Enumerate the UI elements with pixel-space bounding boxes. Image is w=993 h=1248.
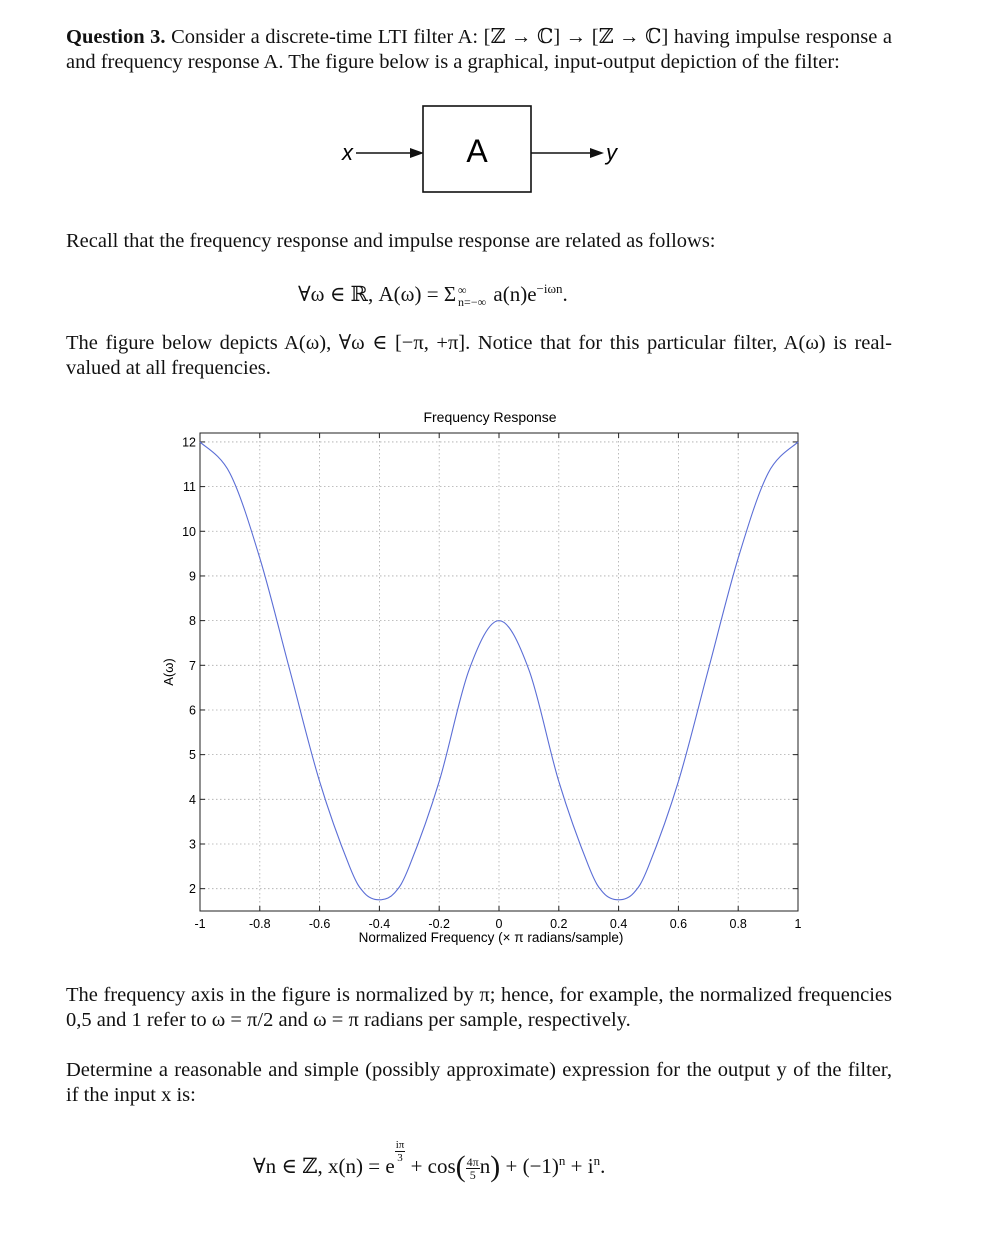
input-signal-formula: ∀n ∈ ℤ, x(n) = e $\frac{i\pi}{3}$ + cos( $\frac{4\pi}{5}$ $n) + (-1)^n + i^n$. — [253, 1139, 606, 1183]
formula-sum-symbol: Σ — [443, 282, 457, 306]
chart-y-label: A(ω) — [161, 658, 176, 686]
cos-fraction — [466, 1156, 480, 1181]
x-tick-label: 0.4 — [609, 917, 628, 931]
chart-ticks — [182, 433, 801, 931]
x-tick-label: 1 — [794, 917, 802, 931]
question-intro: Consider a discrete-time LTI filter A: [ℤ → ℂ] → [ℤ → ℂ] having impulse response a and frequency response A. The figure below is a graphical, input-output depiction of the filter: — [66, 26, 892, 73]
cos-numerator: 4π — [466, 1154, 479, 1169]
formula-exponent: −iωn — [536, 281, 563, 296]
x-tick-label: 0.8 — [729, 917, 747, 931]
cos-part: + cos — [405, 1154, 456, 1178]
x-tick-label: -1 — [194, 917, 206, 931]
formula-end: . — [562, 282, 568, 306]
formula-body: a(n)e — [488, 282, 537, 306]
y-tick-label: 11 — [183, 480, 196, 495]
minus-one-term: + (−1) — [500, 1154, 559, 1178]
figure-intro: The figure below depicts A(ω), ∀ω ∈ [−π, +π]. Notice that for this particular filter, A(ω) is real-valued at all frequencies. — [66, 332, 892, 379]
y-tick-label: 7 — [189, 658, 196, 673]
y-tick-label: 5 — [189, 748, 196, 763]
chart-series — [200, 442, 798, 900]
series-line — [200, 442, 798, 900]
minus-one-power: n — [558, 1153, 566, 1168]
y-tick-label: 6 — [189, 703, 196, 718]
y-tick-label: 3 — [189, 837, 196, 852]
formula-sum-upper: ∞ — [458, 283, 467, 298]
y-tick-label: 10 — [182, 524, 196, 539]
exp-denominator: 3 — [397, 1152, 403, 1164]
formula-sum-lower: n=−∞ — [458, 295, 487, 310]
output-arrowhead — [590, 148, 604, 158]
diagram-input-label: x — [342, 140, 353, 165]
signal-end: . — [600, 1154, 606, 1178]
x-tick-label: 0.2 — [550, 917, 568, 931]
exp-numerator: iπ — [395, 1139, 405, 1151]
question-paragraph — [66, 25, 892, 75]
task-text: Determine a reasonable and simple (possibly approximate) expression for the output y of the filter, if the input x is: — [66, 1059, 892, 1106]
normalization-note: The frequency axis in the figure is normalized by π; hence, for example, the normalized frequencies 0,5 and 1 refer to ω = π/2 and ω = π radians per sample, respectively. — [66, 984, 892, 1031]
filter-block-diagram — [330, 104, 640, 200]
x-tick-label: -0.4 — [368, 917, 391, 931]
y-tick-label: 2 — [189, 882, 196, 897]
formula-prefix: ∀ω ∈ ℝ, A(ω) = — [298, 282, 444, 306]
cos-denominator: 5 — [469, 1167, 476, 1182]
cos-arg-end: n — [479, 1154, 491, 1178]
x-tick-label: 0.6 — [669, 917, 688, 931]
y-tick-label: 4 — [189, 792, 196, 807]
diagram-output-label: y — [606, 140, 617, 165]
signal-prefix: ∀n ∈ ℤ, x(n) = e — [253, 1154, 395, 1178]
x-tick-label: -0.2 — [428, 917, 450, 931]
recall-text: Recall that the frequency response and impulse response are related as follows: — [66, 230, 716, 252]
x-tick-label: -0.8 — [249, 917, 271, 931]
chart-title: Frequency Response — [423, 409, 557, 425]
y-tick-label: 8 — [189, 614, 196, 629]
chart-x-label: Normalized Frequency (× π radians/sample) — [358, 930, 624, 945]
x-tick-label: 0 — [495, 917, 503, 931]
i-power: n — [593, 1153, 601, 1168]
exp-fraction — [395, 1139, 406, 1164]
y-tick-label: 12 — [182, 435, 196, 450]
chart-grid — [200, 433, 798, 911]
question-label: Question 3. — [66, 26, 166, 48]
filter-box-label: A — [466, 133, 488, 169]
i-term: + i — [565, 1154, 594, 1178]
y-tick-label: 9 — [189, 569, 196, 584]
fourier-formula — [298, 281, 568, 308]
x-tick-label: -0.6 — [308, 917, 331, 931]
plot-frame — [200, 433, 798, 911]
frequency-response-chart — [150, 400, 830, 960]
input-arrowhead — [410, 148, 424, 158]
